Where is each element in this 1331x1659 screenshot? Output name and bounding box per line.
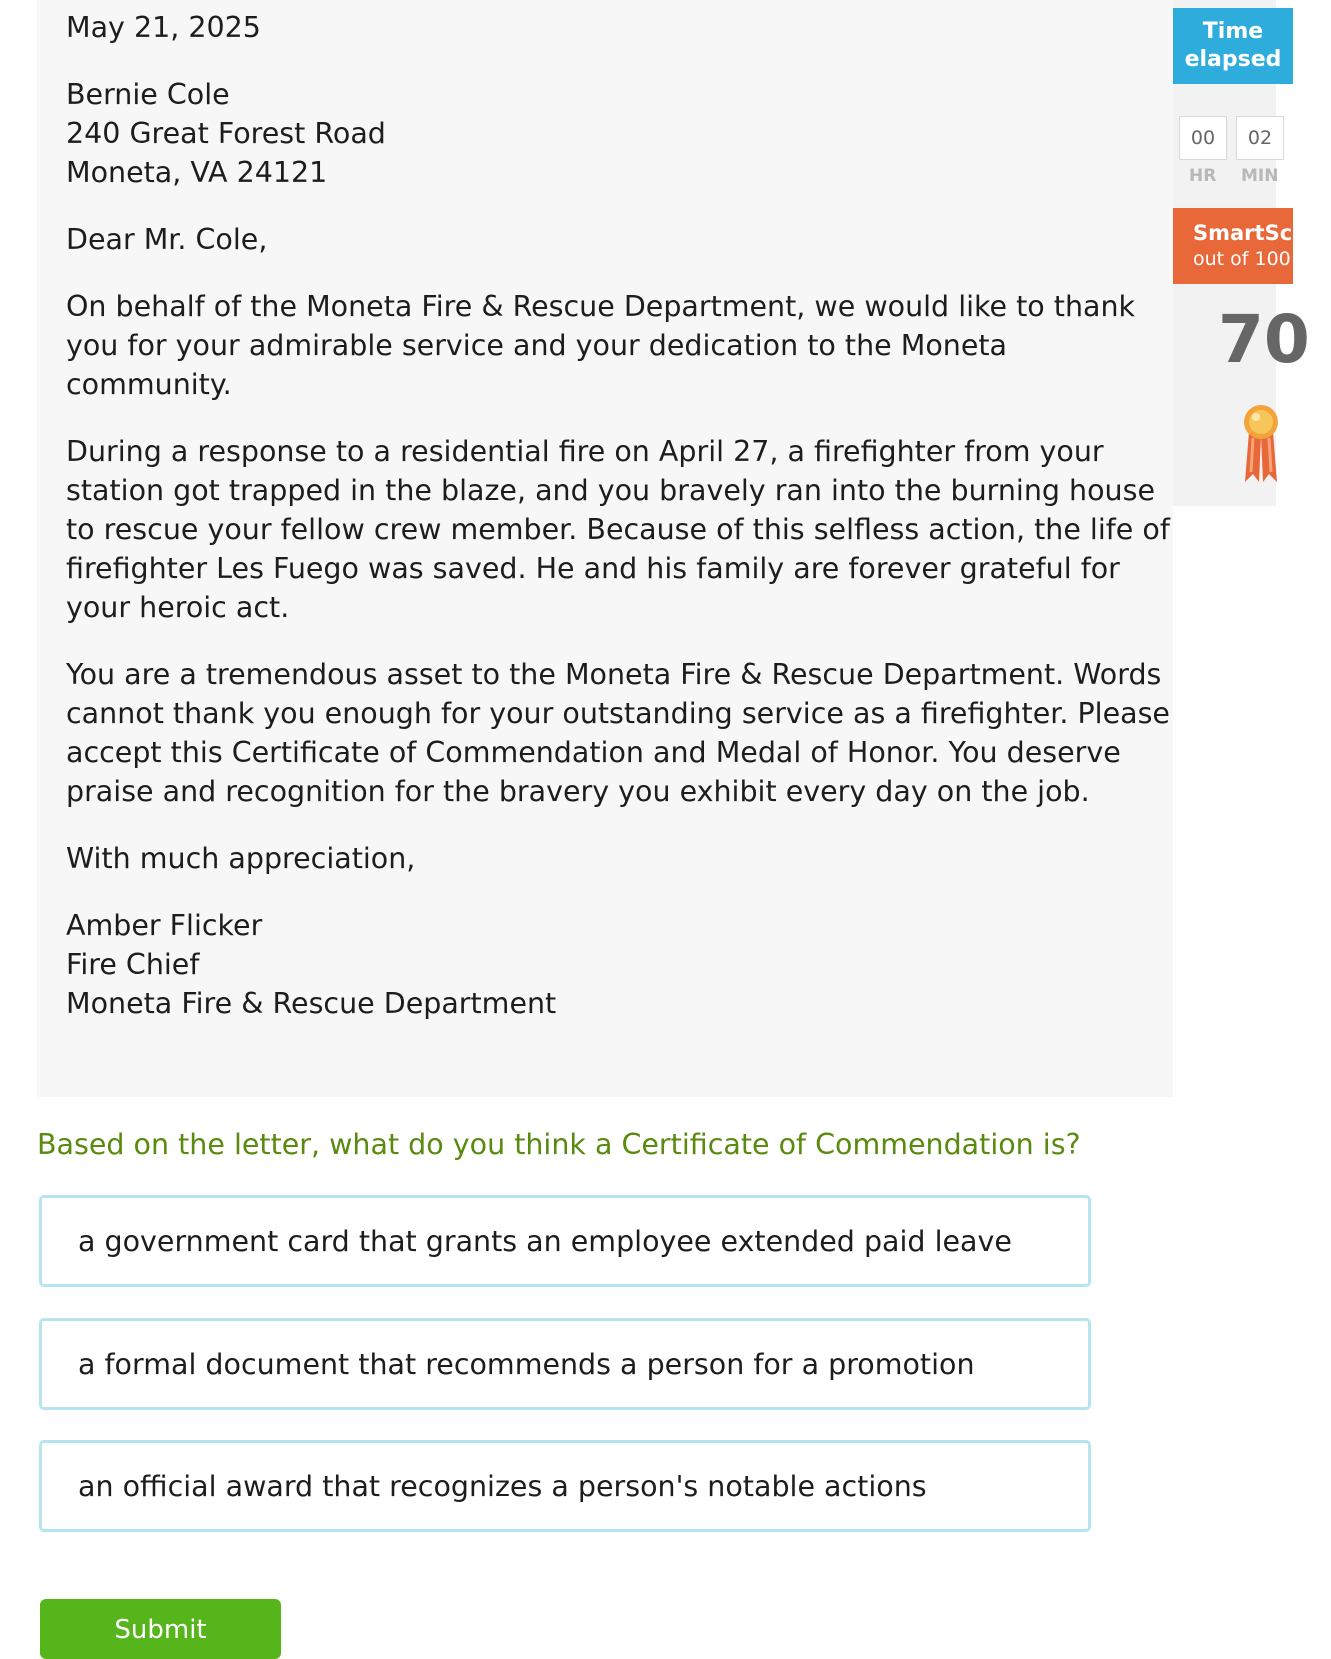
answer-choice-1[interactable] [39,1195,1091,1287]
letter-date: May 21, 2025 [66,11,261,44]
letter-paragraph-1: On behalf of the Moneta Fire & Rescue Department, we would like to thank you for your admirable service and your dedication to the Moneta community. [66,290,1136,401]
smartscore-subtitle: out of 100 [1193,248,1291,270]
timer-label-line2: elapsed [1184,47,1282,72]
signer-name: Amber Flicker [66,909,263,942]
timer-hours-unit: HR [1189,166,1217,186]
signer-org: Moneta Fire & Rescue Department [66,987,557,1020]
recipient-address [66,75,1173,192]
answer-choice-2[interactable] [39,1318,1091,1410]
timer-minutes: 02 [1236,116,1284,160]
time-elapsed-header [1173,8,1293,84]
letter-passage [37,0,1173,1097]
ribbon-medal-icon [1241,402,1281,484]
answer-choice-3[interactable] [39,1440,1091,1532]
timer-minutes-unit: MIN [1241,166,1279,186]
signer-title: Fire Chief [66,948,200,981]
timer-label-line1: Time [1202,19,1264,44]
smartscore-header [1173,208,1331,284]
letter-paragraph-2: During a response to a residential fire on April 27, a firefighter from your station got trapped in the blaze, and you bravely ran into the burning house to rescue your fellow crew member. Because of this selfless action, the life of firefighter Les Fuego was saved. He and his family are forever grateful for your heroic act. [66,435,1170,624]
answer-choice-label: a formal document that recommends a person for a promotion [78,1347,975,1381]
answer-choice-label: an official award that recognizes a person's notable actions [78,1469,927,1503]
answer-choice-label: a government card that grants an employee extended paid leave [78,1224,1012,1258]
letter-paragraph-3: You are a tremendous asset to the Moneta Fire & Rescue Department. Words cannot thank you enough for your outstanding service as a firefighter. Please accept this Certificate of Commendation and Medal of Honor. You deserve praise and recognition for the bravery you exhibit every day on the job. [66,658,1170,808]
progress-sidebar [1173,0,1331,506]
submit-button[interactable]: Submit [40,1599,281,1659]
salutation: Dear Mr. Cole, [66,223,268,256]
recipient-city: Moneta, VA 24121 [66,156,328,189]
question-prompt: Based on the letter, what do you think a Certificate of Commendation is? [37,1128,1081,1161]
signature-block [66,906,1173,1023]
recipient-name: Bernie Cole [66,78,230,111]
timer-hours: 00 [1179,116,1227,160]
closing: With much appreciation, [66,842,416,875]
recipient-street: 240 Great Forest Road [66,117,386,150]
smartscore-value: 70 [1218,301,1310,378]
smartscore-title: SmartScore [1193,221,1331,245]
